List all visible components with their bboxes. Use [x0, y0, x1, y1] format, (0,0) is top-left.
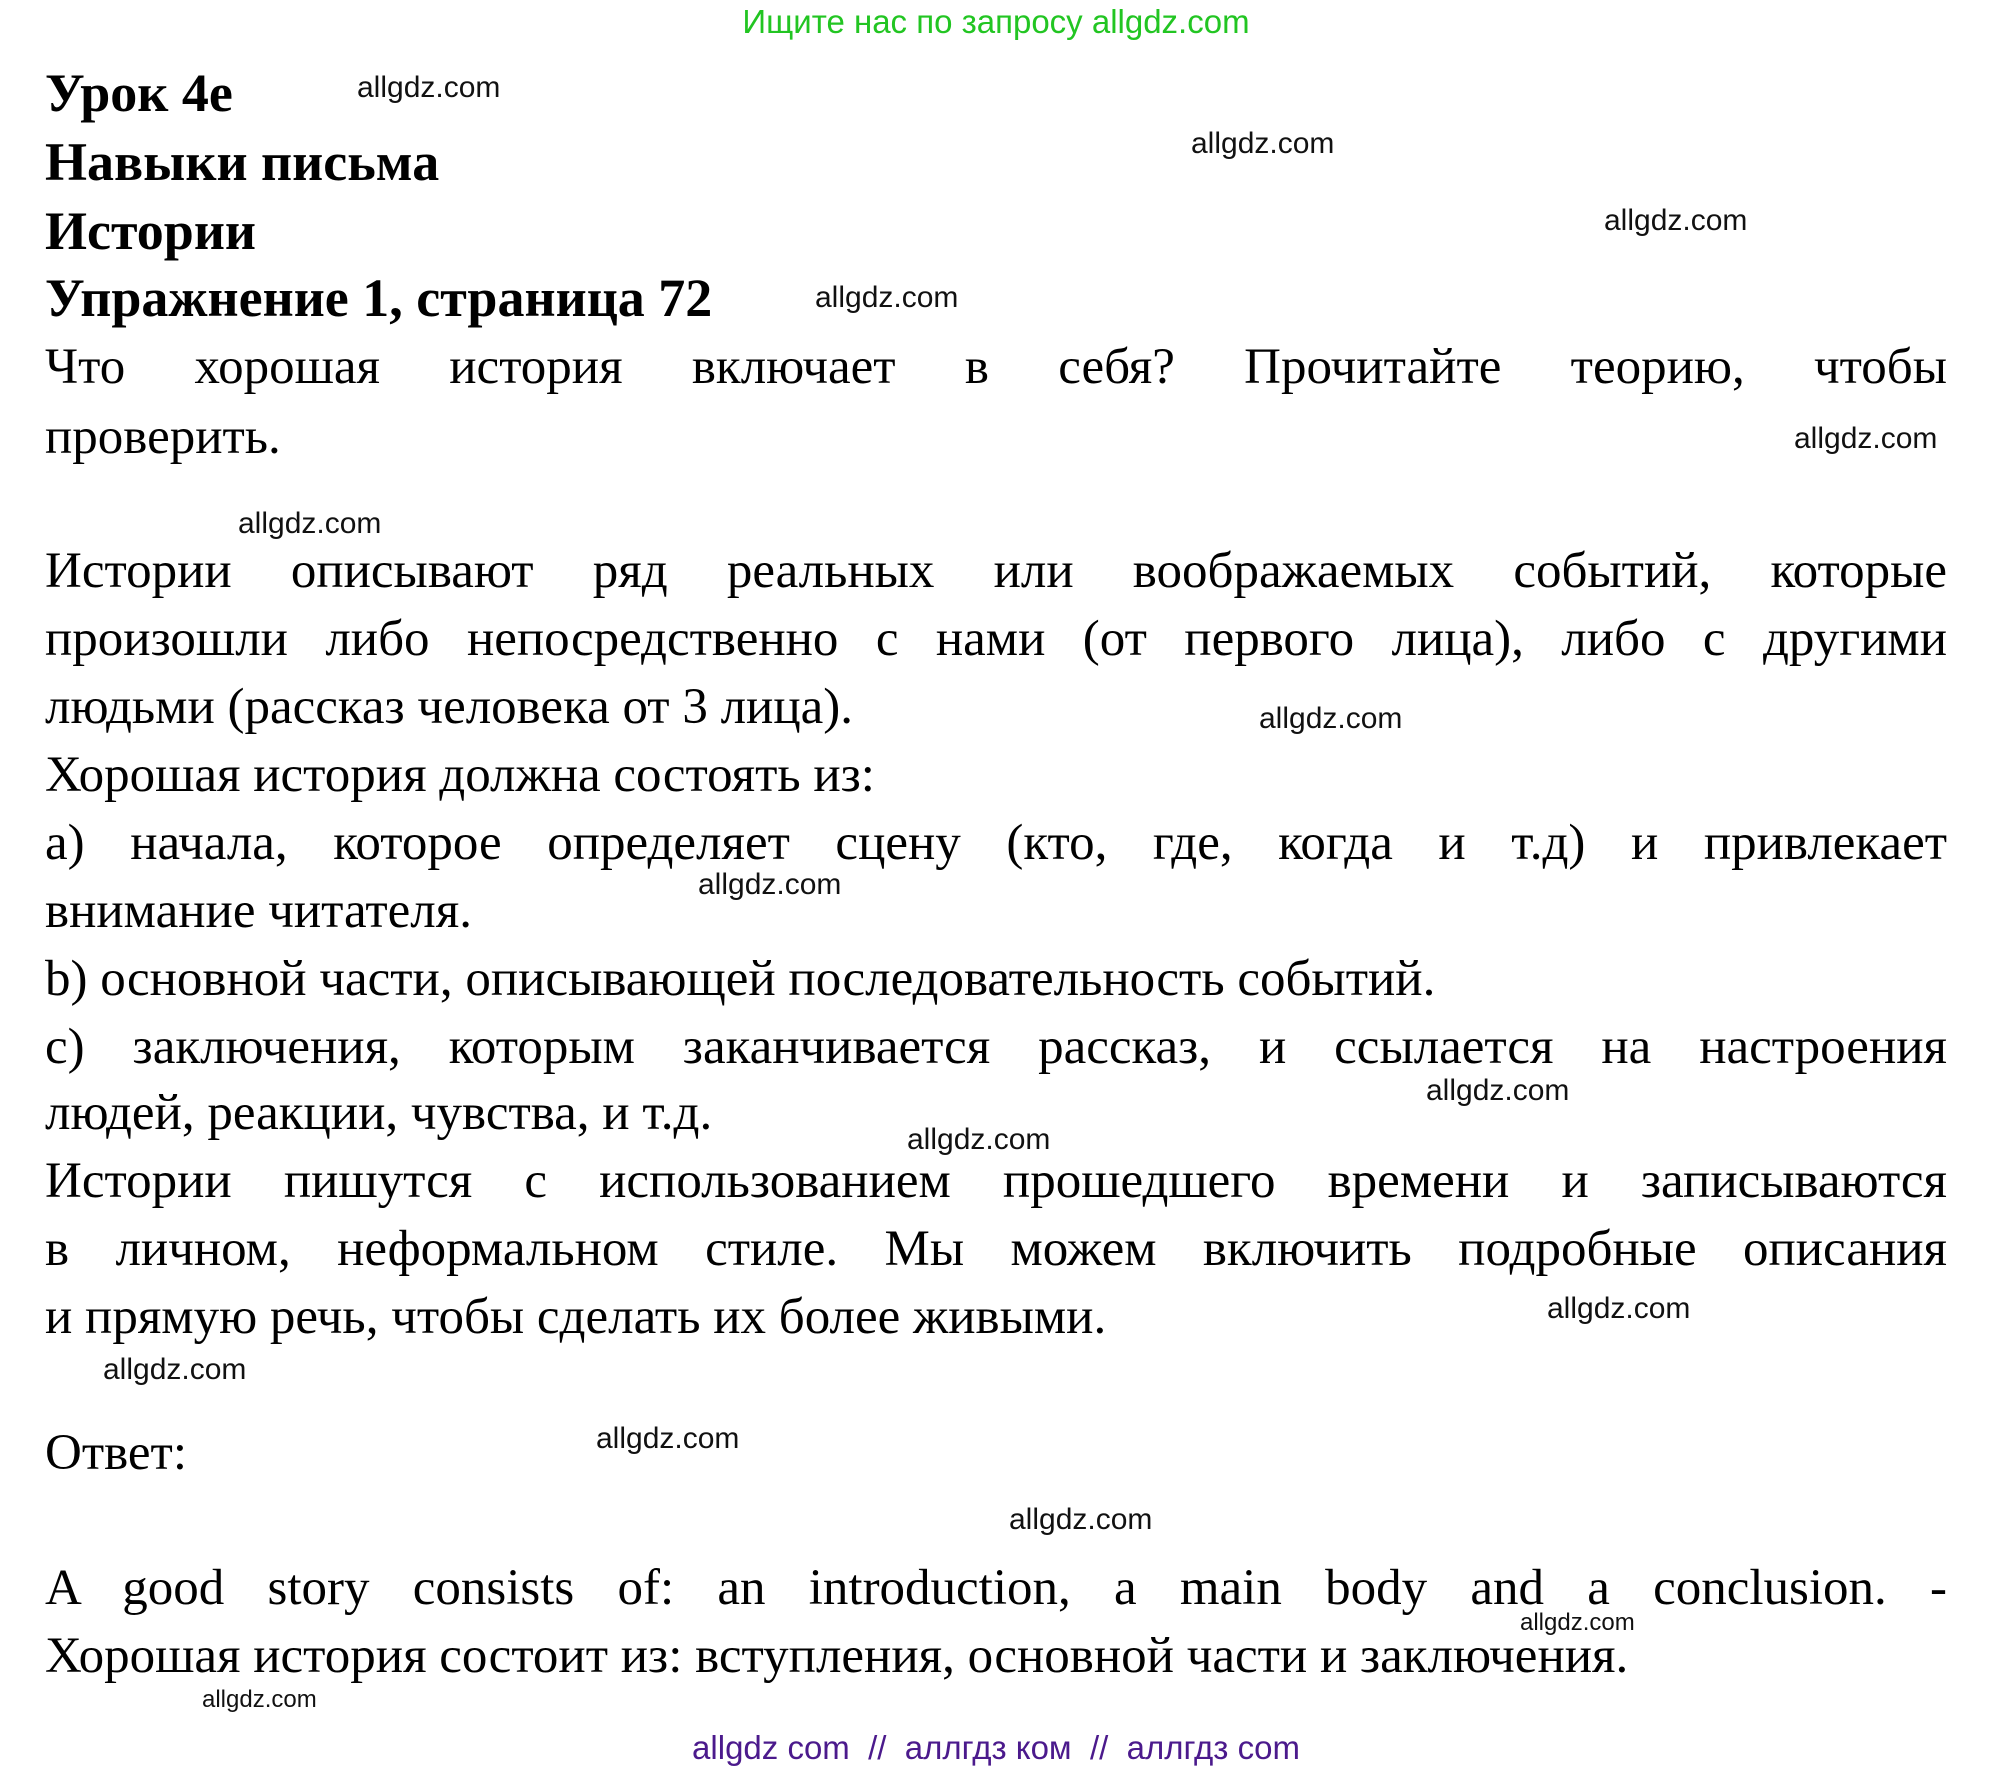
- watermark: allgdz.com: [202, 1686, 317, 1713]
- answer-label: Ответ:: [45, 1425, 187, 1481]
- section-title: Навыки письма: [45, 132, 440, 192]
- theory-line: людей, реакции, чувства, и т.д.: [45, 1085, 713, 1141]
- watermark: allgdz.com: [815, 281, 959, 314]
- topic-title: Истории: [45, 201, 257, 261]
- answer-line: A good story consists of: an introduction, a main body and a conclusion. -: [45, 1560, 1947, 1616]
- exercise-title: Упражнение 1, страница 72: [45, 268, 713, 328]
- watermark: allgdz.com: [1259, 702, 1403, 735]
- watermark: allgdz.com: [698, 868, 842, 901]
- theory-line: и прямую речь, чтобы сделать их более живыми.: [45, 1289, 1107, 1345]
- answer-line: Хорошая история состоит из: вступления, основной части и заключения.: [45, 1628, 1629, 1684]
- theory-line: людьми (рассказ человека от 3 лица).: [45, 679, 853, 735]
- theory-line: b) основной части, описывающей последовательность событий.: [45, 951, 1436, 1007]
- watermark: allgdz.com: [357, 71, 501, 104]
- theory-line: Хорошая история должна состоять из:: [45, 747, 875, 803]
- theory-line: c) заключения, которым заканчивается рассказ, и ссылается на настроения: [45, 1019, 1947, 1075]
- watermark: allgdz.com: [1547, 1292, 1691, 1325]
- watermark: allgdz.com: [1604, 204, 1748, 237]
- watermark: allgdz.com: [907, 1123, 1051, 1156]
- watermark: allgdz.com: [238, 507, 382, 540]
- watermark: allgdz.com: [103, 1353, 247, 1386]
- task-line: Что хорошая история включает в себя? Прочитайте теорию, чтобы: [45, 339, 1947, 395]
- theory-line: в личном, неформальном стиле. Мы можем включить подробные описания: [45, 1221, 1947, 1277]
- lesson-title: Урок 4e: [45, 63, 233, 123]
- watermark: allgdz.com: [1794, 422, 1938, 455]
- watermark: allgdz.com: [1426, 1074, 1570, 1107]
- theory-line: Истории описывают ряд реальных или воображаемых событий, которые: [45, 543, 1947, 599]
- footer-links: allgdz com // аллгдз ком // аллгдз com: [692, 1729, 1300, 1766]
- watermark: allgdz.com: [1009, 1503, 1153, 1536]
- theory-line: произошли либо непосредственно с нами (от первого лица), либо с другими: [45, 611, 1947, 667]
- theory-line: Истории пишутся с использованием прошедшего времени и записываются: [45, 1153, 1947, 1209]
- watermark: allgdz.com: [1520, 1609, 1635, 1636]
- task-line: проверить.: [45, 409, 281, 465]
- watermark: allgdz.com: [1191, 127, 1335, 160]
- watermark: allgdz.com: [596, 1422, 740, 1455]
- theory-line: a) начала, которое определяет сцену (кто, где, когда и т.д) и привлекает: [45, 815, 1947, 871]
- search-banner: Ищите нас по запросу allgdz.com: [742, 3, 1250, 40]
- theory-line: внимание читателя.: [45, 883, 472, 939]
